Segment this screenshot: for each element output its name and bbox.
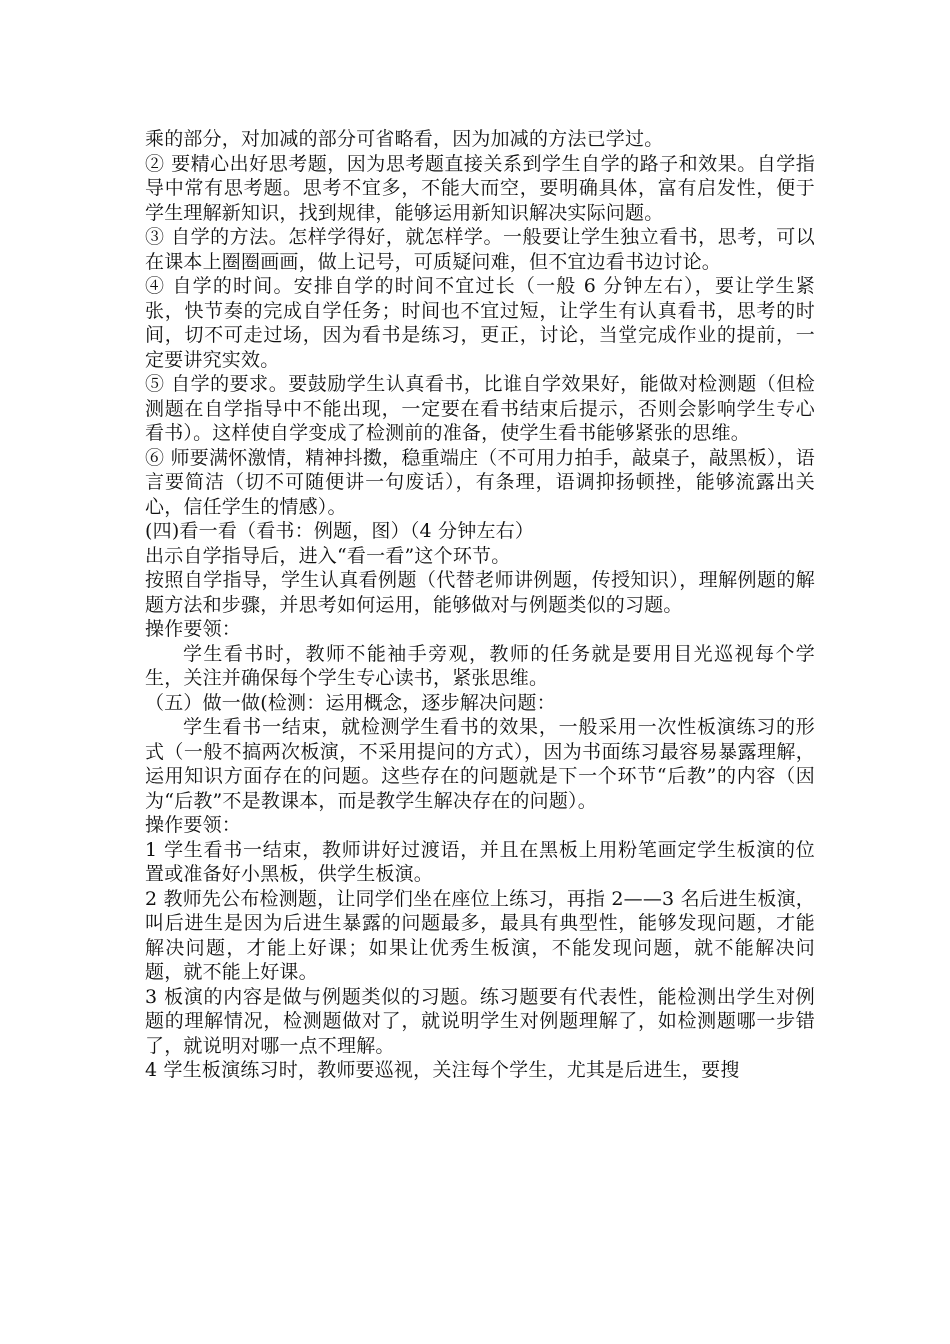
paragraph: ④ 自学的时间。安排自学的时间不宜过长（一般 6 分钟左右），要让学生紧张，快节奏的完成自学任务；时间也不宜过短，让学生有认真看书，思考的时间，切不可走过场，因为看书是练习，更正，讨论，当堂完成作业的提前，一定要讲究实效。 (145, 275, 815, 371)
list-item: 3 板演的内容是做与例题类似的习题。练习题要有代表性，能检测出学生对例题的理解情况，检测题做对了，就说明学生对例题理解了，如检测题哪一步错了，就说明对哪一点不理解。 (145, 985, 815, 1057)
paragraph: ② 要精心出好思考题，因为思考题直接关系到学生自学的路子和效果。自学指导中常有思考题。思考不宜多，不能大而空，要明确具体，富有启发性，便于学生理解新知识，找到规律，能够运用新知识解决实际问题。 (145, 152, 815, 224)
list-item: 4 学生板演练习时，教师要巡视，关注每个学生，尤其是后进生，要搜 (145, 1059, 740, 1081)
label-operation-essentials: 操作要领： (145, 814, 242, 836)
paragraph: 乘的部分，对加减的部分可省略看，因为加减的方法已学过。 (145, 128, 664, 150)
list-item: 1 学生看书一结束，教师讲好过渡语，并且在黑板上用粉笔画定学生板演的位置或准备好小黑板，供学生板演。 (145, 838, 815, 885)
paragraph: 学生看书一结束，就检测学生看书的效果，一般采用一次性板演练习的形式（一般不搞两次板演，不采用提问的方式），因为书面练习最容易暴露理解，运用知识方面存在的问题。这些存在的问题就是下一个环节“后教”的内容（因为“后教”不是教课本，而是教学生解决存在的问题）。 (145, 716, 815, 812)
section-heading: (四)看一看（看书：例题，图）（4 分钟左右） (145, 520, 535, 542)
paragraph: ⑤ 自学的要求。要鼓励学生认真看书，比谁自学效果好，能做对检测题（但检测题在自学指导中不能出现，一定要在看书结束后提示，否则会影响学生专心看书）。这样使自学变成了检测前的准备，使学生看书能够紧张的思维。 (145, 373, 815, 444)
paragraph: ⑥ 师要满怀激情，精神抖擞，稳重端庄（不可用力拍手，敲桌子，敲黑板），语言要简洁（切不可随便讲一句废话），有条理，语调抑扬顿挫，能够流露出关心，信任学生的情感）。 (145, 446, 815, 518)
paragraph: 学生看书时，教师不能袖手旁观，教师的任务就是要用目光巡视每个学生，关注并确保每个学生专心读书，紧张思维。 (145, 642, 815, 689)
section-heading: （五）做一做(检测：运用概念，逐步解决问题： (145, 691, 556, 714)
paragraph: 按照自学指导，学生认真看例题（代替老师讲例题，传授知识），理解例题的解题方法和步骤，并思考如何运用，能够做对与例题类似的习题。 (145, 569, 815, 616)
list-item: 2 教师先公布检测题，让同学们坐在座位上练习，再指 2——3 名后进生板演，叫后进生是因为后进生暴露的问题最多，最具有典型性，能够发现问题，才能解决问题，才能上好课；如果让优秀生板演，不能发现问题，就不能解决问题，就不能上好课。 (145, 887, 815, 983)
paragraph: ③ 自学的方法。怎样学得好，就怎样学。一般要让学生独立看书，思考，可以在课本上圈圈画画，做上记号，可质疑问难，但不宜边看书边讨论。 (145, 226, 815, 273)
paragraph: 出示自学指导后，进入“看一看”这个环节。 (145, 544, 511, 567)
document-page (145, 127, 815, 1083)
label-operation-essentials: 操作要领： (145, 618, 242, 640)
